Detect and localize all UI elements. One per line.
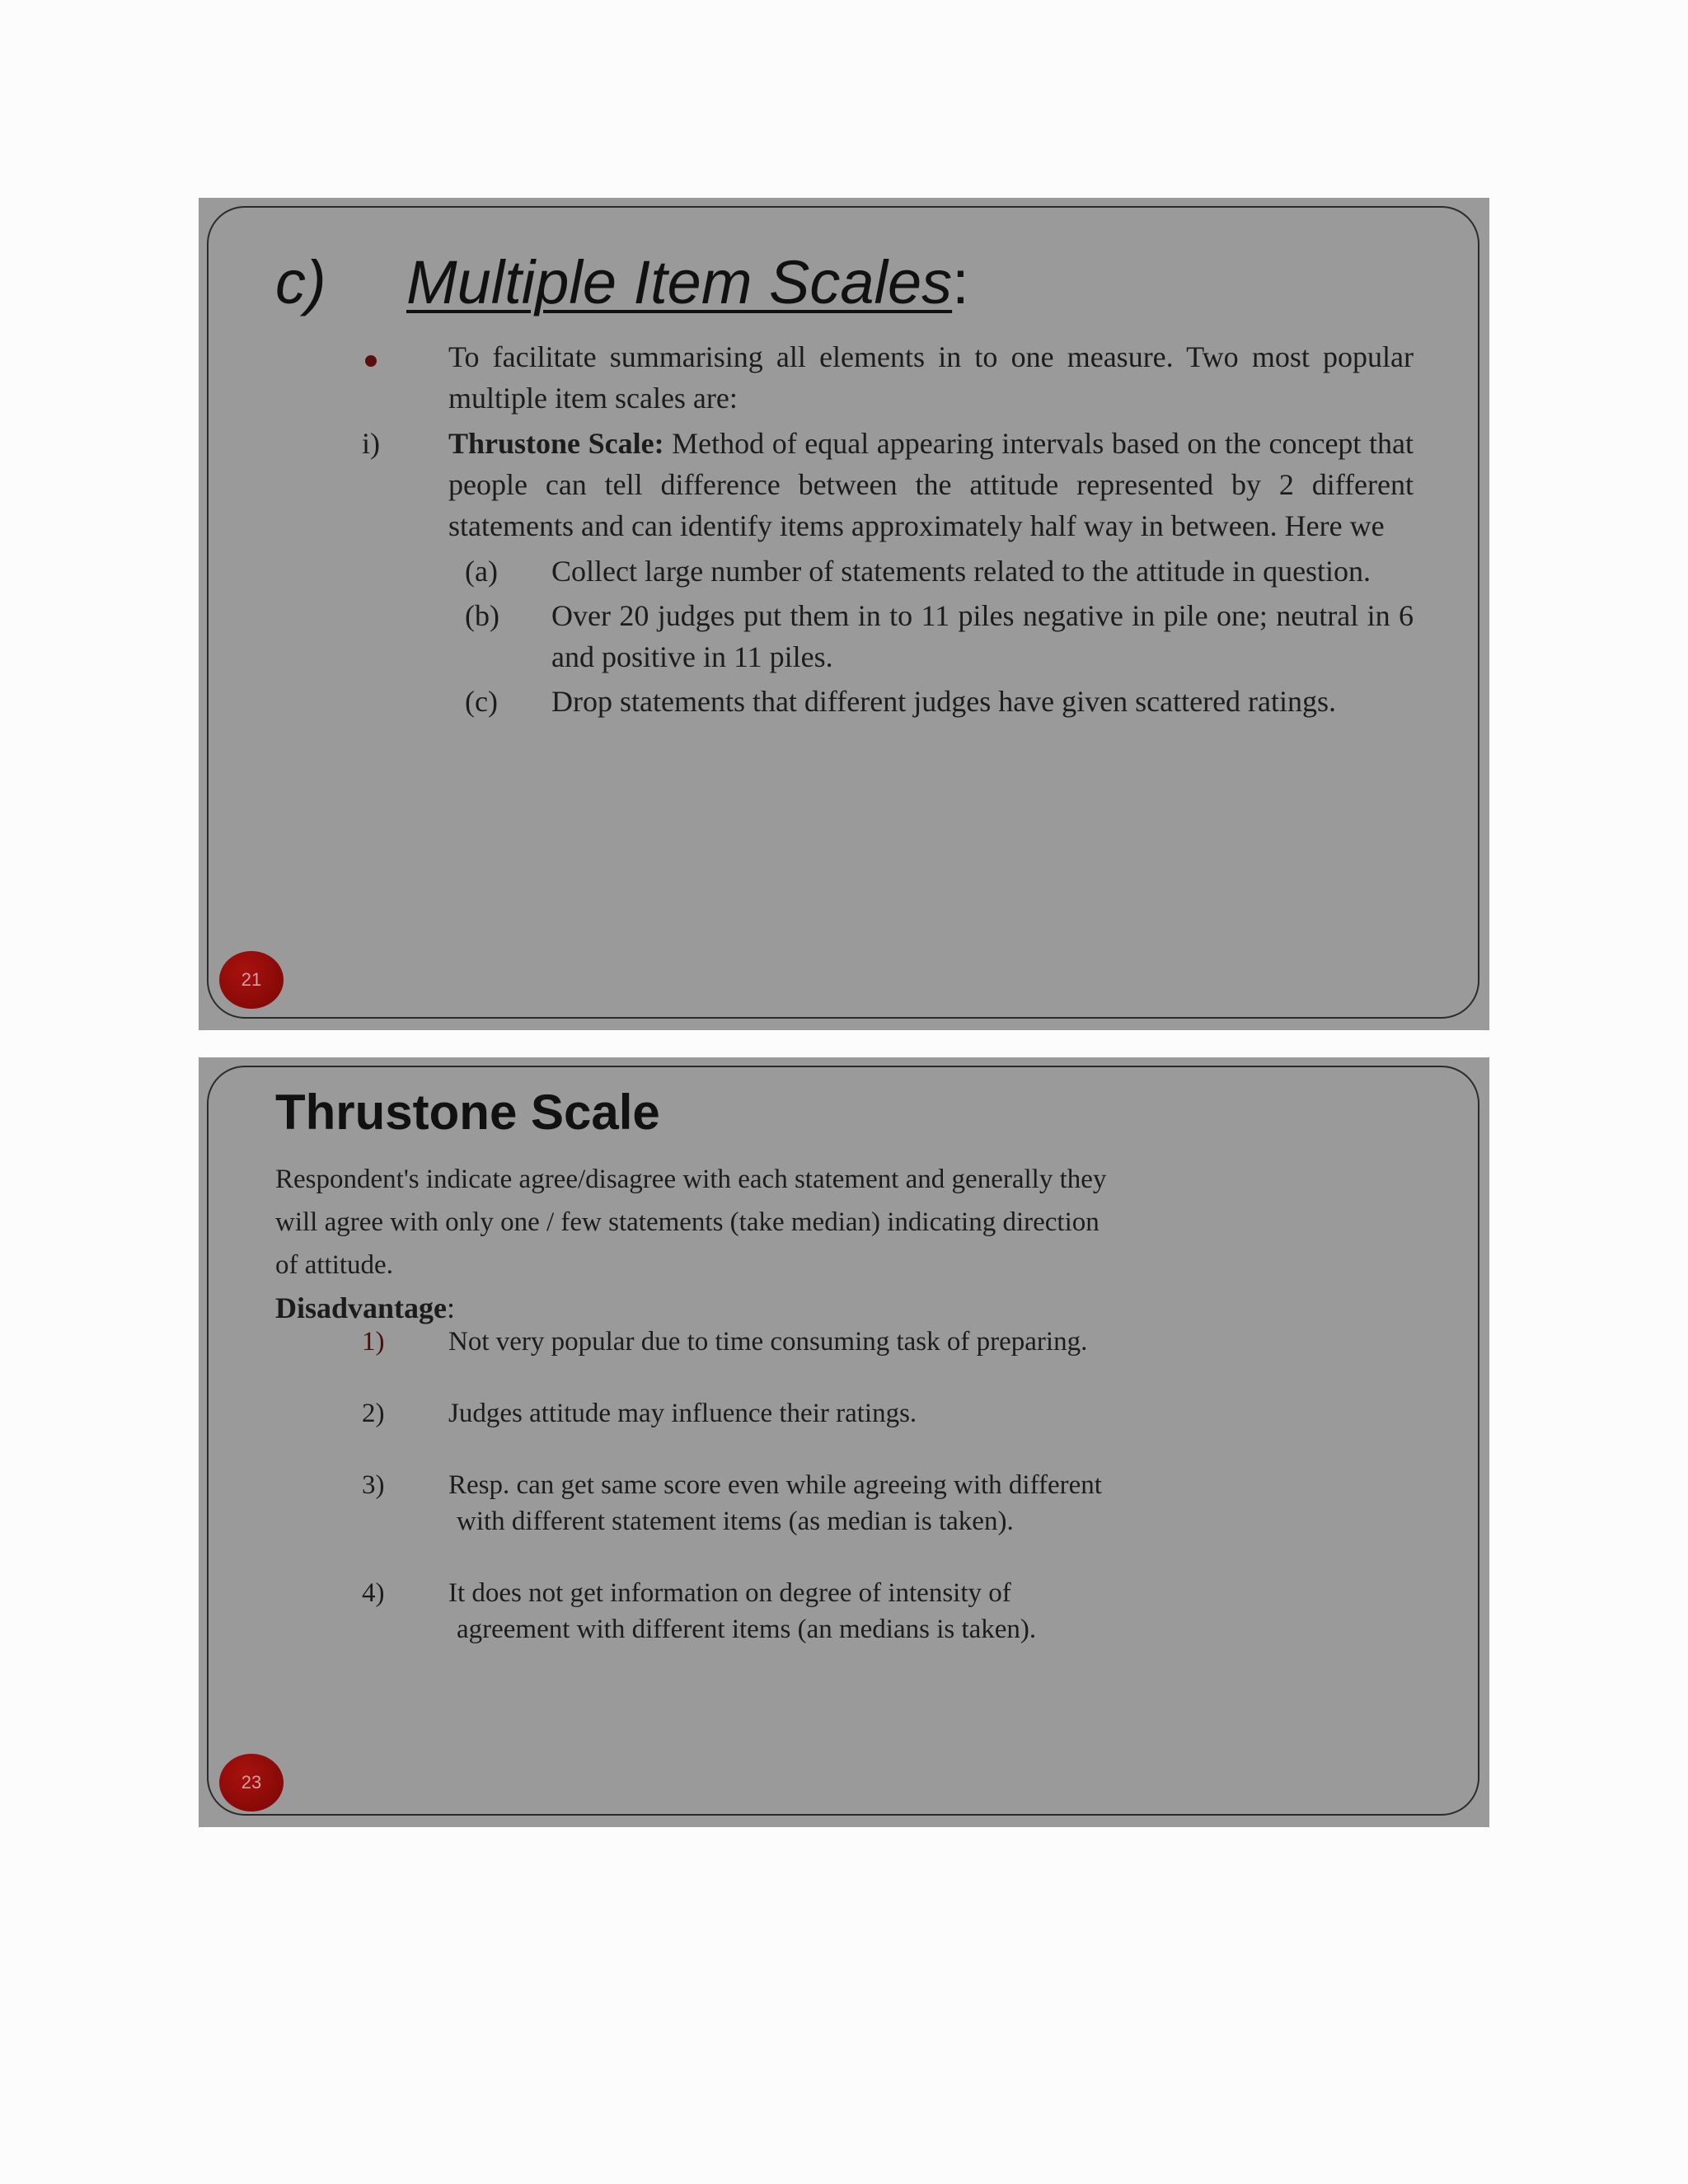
term-bold: Thrustone Scale: (448, 427, 664, 460)
title-letter: c) (275, 248, 326, 316)
disadvantage-heading (275, 1291, 455, 1325)
title-colon: : (952, 248, 969, 316)
sub-text: Collect large number of statements related to the attitude in question. (551, 555, 1372, 588)
slide-multiple-item-scales (199, 198, 1489, 1030)
sub-text: Over 20 judges put them in to 11 piles negative in pile one; neutral in 6 and positive in 11 piles. (551, 599, 1414, 673)
bullet-dot-icon (365, 355, 377, 367)
slide-thrustone-scale (199, 1057, 1489, 1827)
bullet-text: To facilitate summarising all elements in to one measure. Two most popular multiple item scales are: (448, 340, 1414, 415)
intro-line: of attitude. (275, 1250, 393, 1280)
disadvantage-colon: : (447, 1291, 456, 1324)
list-line: Resp. can get same score even while agreeing with different (448, 1470, 1102, 1500)
list-number: 3) (362, 1470, 385, 1500)
list-line: It does not get information on degree of intensity of (448, 1578, 1011, 1608)
slide-title: Thrustone Scale (275, 1085, 660, 1140)
intro-line: will agree with only one / few statements (take median) indicating direction (275, 1207, 1100, 1237)
list-item (362, 1575, 1268, 1647)
list-number: 4) (362, 1578, 385, 1608)
intro-line: Respondent's indicate agree/disagree with each statement and generally they (275, 1165, 1107, 1194)
list-number: 2) (362, 1399, 385, 1428)
page-number-badge: 23 (219, 1754, 284, 1811)
list-line-continued: agreement with different items (an medians is taken). (457, 1615, 1037, 1644)
list-item (362, 1395, 1268, 1432)
bullet-marker (362, 336, 448, 377)
list-text (448, 1324, 1087, 1360)
disadvantage-list (362, 1324, 1268, 1683)
sub-marker: (a) (465, 555, 498, 588)
sub-marker: (c) (465, 685, 498, 718)
list-line: Not very popular due to time consuming task of preparing. (448, 1327, 1088, 1357)
list-number: 1) (362, 1327, 385, 1357)
term-definition: Method of equal appearing intervals based on the concept that people can tell difference between the attitude represented by 2 different statements and can identify items approximately half way in between. Here we (448, 427, 1414, 542)
list-marker: i) (362, 427, 380, 460)
list-item-i (362, 423, 1414, 546)
sub-marker: (b) (465, 599, 499, 632)
bullet-item (362, 336, 1414, 419)
title-heading: Multiple Item Scales (406, 248, 953, 316)
list-text (448, 1575, 1036, 1647)
sub-item-a (448, 551, 1414, 592)
list-line-continued: with different statement items (as median is taken). (457, 1507, 1014, 1536)
page-number-badge: 21 (219, 951, 284, 1009)
list-text (448, 1467, 1102, 1540)
sub-item-b (448, 595, 1414, 677)
intro-paragraph (275, 1158, 1281, 1286)
list-text (448, 423, 1414, 546)
slide-body (362, 336, 1414, 725)
list-line: Judges attitude may influence their ratings. (448, 1399, 917, 1428)
sub-text: Drop statements that different judges have given scattered ratings. (551, 685, 1337, 718)
sub-item-c (448, 681, 1414, 722)
disadvantage-label: Disadvantage (275, 1291, 448, 1324)
slide-title (275, 247, 969, 317)
list-item (362, 1324, 1268, 1360)
list-item (362, 1467, 1268, 1540)
list-text (448, 1395, 917, 1432)
